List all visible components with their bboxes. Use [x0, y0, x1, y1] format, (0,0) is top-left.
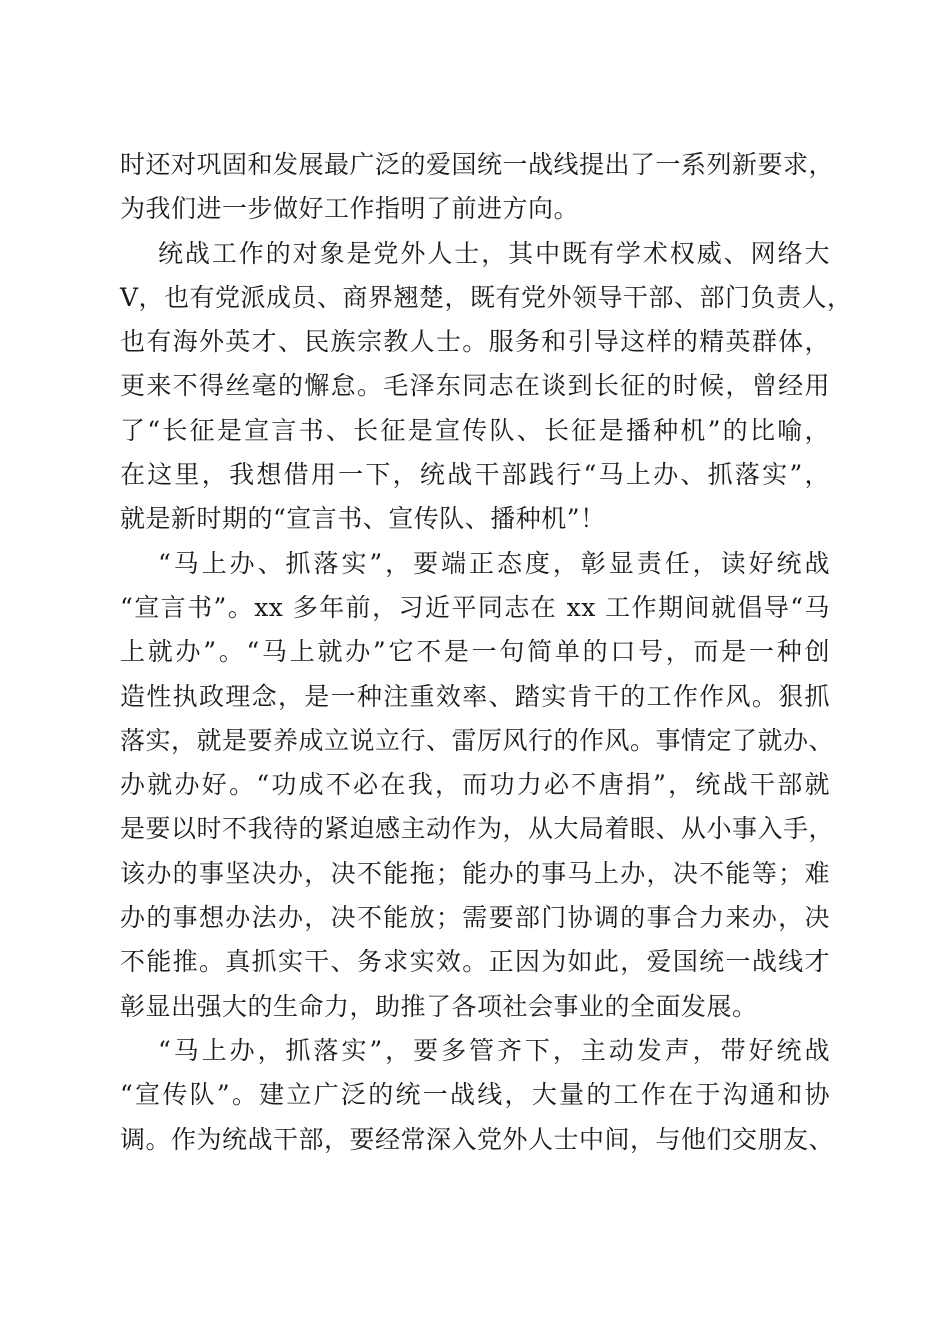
text-line: “马上办、抓落实”，要端正态度，彰显责任，读好统战 — [158, 548, 830, 578]
text-line: 就是新时期的“宣言书、宣传队、播种机”！ — [120, 504, 606, 534]
text-line: 了“长征是宣言书、长征是宣传队、长征是播种机”的比喻， — [120, 415, 830, 445]
text-line: 是要以时不我待的紧迫感主动作为，从大局着眼、从小事入手， — [120, 814, 835, 844]
text-line: 不能推。真抓实干、务求实效。正因为如此，爱国统一战线才 — [120, 947, 830, 977]
text-line: 统战工作的对象是党外人士，其中既有学术权威、网络大 — [158, 238, 830, 268]
text-line: “马上办，抓落实”，要多管齐下，主动发声，带好统战 — [158, 1035, 830, 1065]
text-line: 彰显出强大的生命力，助推了各项社会事业的全面发展。 — [120, 991, 758, 1021]
text-line: 调。作为统战干部，要经常深入党外人士中间，与他们交朋友、 — [120, 1124, 835, 1154]
text-line: 办就办好。“功成不必在我，而功力必不唐捐”，统战干部就 — [120, 770, 830, 800]
text-line: 时还对巩固和发展最广泛的爱国统一战线提出了一系列新要求， — [120, 150, 835, 179]
text-line: “宣言书”。xx 多年前，习近平同志在 xx 工作期间就倡导“马 — [120, 592, 830, 622]
document-body — [120, 143, 853, 1162]
text-line: 办的事想办法办，决不能放；需要部门协调的事合力来办，决 — [120, 903, 830, 933]
text-line: V，也有党派成员、商界翘楚，既有党外领导干部、部门负责人， — [120, 282, 853, 312]
text-line: 也有海外英才、民族宗教人士。服务和引导这样的精英群体， — [120, 327, 830, 357]
text-line: 在这里，我想借用一下，统战干部践行“马上办、抓落实”， — [120, 460, 830, 490]
text-line: 落实，就是要养成立说立行、雷厉风行的作风。事情定了就办、 — [120, 725, 835, 755]
text-line: 上就办”。“马上就办”它不是一句简单的口号，而是一种创 — [120, 637, 830, 667]
text-line: 更来不得丝毫的懈怠。毛泽东同志在谈到长征的时候，曾经用 — [120, 371, 830, 401]
text-line: 该办的事坚决办，决不能拖；能办的事马上办，决不能等；难 — [120, 858, 830, 888]
text-line: “宣传队”。建立广泛的统一战线，大量的工作在于沟通和协 — [120, 1080, 830, 1110]
text-line: 为我们进一步做好工作指明了前进方向。 — [120, 194, 580, 224]
text-line: 造性执政理念，是一种注重效率、踏实肯干的工作作风。狠抓 — [120, 681, 830, 711]
